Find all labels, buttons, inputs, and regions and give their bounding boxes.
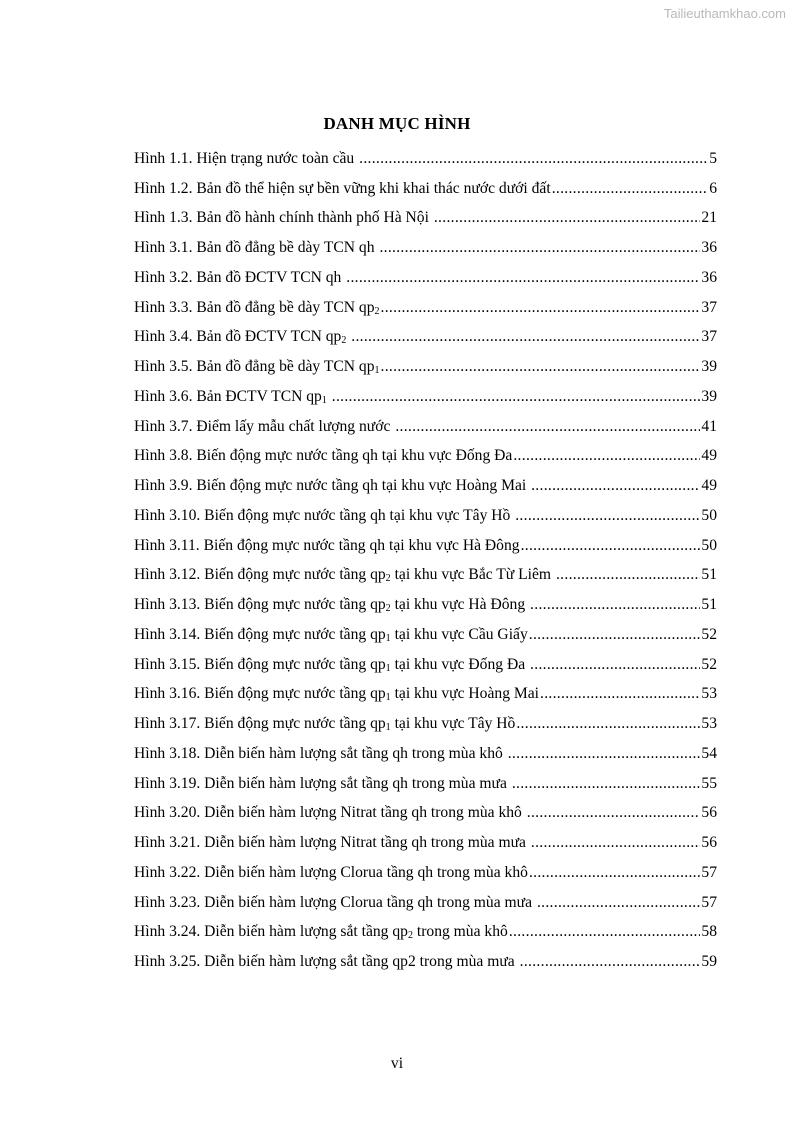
toc-entry [134, 918, 717, 948]
entry-text-suffix [375, 239, 379, 256]
entry-page-number: 6 [709, 179, 717, 197]
entry-page-number: 36 [701, 239, 717, 257]
figure-list [134, 144, 717, 977]
entry-page-number: 36 [701, 268, 717, 286]
entry-page-number: 50 [701, 506, 717, 524]
dot-leader [395, 418, 700, 436]
dot-leader [552, 180, 709, 198]
entry-label [134, 626, 528, 644]
toc-entry [134, 263, 717, 293]
entry-label [134, 894, 536, 912]
entry-text: Hình 3.15. Biến động mực nước tầng qp [134, 655, 386, 673]
dot-leader [529, 864, 700, 882]
dot-leader [512, 775, 701, 793]
entry-text-suffix [515, 953, 519, 970]
entry-label [134, 685, 539, 703]
entry-text-suffix: tại khu vực Hoàng Mai [390, 685, 540, 703]
entry-text-suffix: tại khu vực Bắc Từ Liêm [390, 566, 555, 584]
entry-text: Hình 3.7. Điểm lấy mẫu chất lượng nước [134, 417, 391, 435]
entry-label [134, 388, 331, 406]
entry-subscript: 2 [407, 930, 413, 942]
toc-entry [134, 352, 717, 382]
entry-text-suffix: tại khu vực Đống Đa [390, 655, 530, 673]
entry-subscript: 2 [385, 603, 391, 615]
entry-page-number: 50 [701, 536, 717, 554]
entry-text: Hình 3.10. Biến động mực nước tầng qh tại khu vực Tây Hồ [134, 506, 511, 524]
entry-label [134, 864, 528, 882]
entry-text: Hình 3.22. Diễn biến hàm lượng Clorua tầng qh trong mùa khô [134, 863, 528, 881]
watermark: Tailieuthamkhao.com [663, 6, 786, 21]
entry-text-suffix [526, 477, 530, 494]
entry-label [134, 804, 526, 822]
entry-page-number: 52 [701, 625, 717, 643]
toc-entry [134, 769, 717, 799]
entry-text: Hình 3.25. Diễn biến hàm lượng sắt tầng qp2 trong mùa mưa [134, 953, 515, 971]
entry-text: Hình 3.20. Diễn biến hàm lượng Nitrat tầng qh trong mùa khô [134, 804, 522, 822]
entry-subscript: 1 [374, 365, 380, 377]
toc-entry [134, 382, 717, 412]
entry-text-suffix: trong mùa khô [412, 923, 508, 941]
entry-text-suffix [507, 775, 511, 792]
toc-entry [134, 888, 717, 918]
dot-leader [520, 953, 701, 971]
entry-text: Hình 3.24. Diễn biến hàm lượng sắt tầng qp [134, 923, 408, 941]
entry-text: Hình 3.6. Bản ĐCTV TCN qp [134, 387, 322, 405]
entry-text-suffix [354, 150, 358, 167]
entry-page-number: 52 [701, 655, 717, 673]
entry-text: Hình 3.11. Biến động mực nước tầng qh tại khu vực Hà Đông [134, 536, 520, 554]
entry-page-number: 59 [701, 953, 717, 971]
entry-page-number: 41 [701, 417, 717, 435]
entry-text: Hình 3.3. Bản đồ đẳng bề dày TCN qp [134, 298, 375, 316]
dot-leader [530, 656, 700, 674]
dot-leader [381, 358, 701, 376]
entry-page-number: 57 [701, 863, 717, 881]
entry-subscript: 2 [374, 305, 380, 317]
dot-leader [556, 566, 700, 584]
entry-text: Hình 3.8. Biến động mực nước tầng qh tại khu vực Đống Đa [134, 447, 513, 465]
entry-text-suffix [390, 418, 394, 435]
entry-label [134, 745, 507, 763]
entry-page-number: 56 [701, 804, 717, 822]
entry-text: Hình 3.21. Diễn biến hàm lượng Nitrat tầng qh trong mùa mưa [134, 834, 526, 852]
dot-leader [508, 745, 701, 763]
toc-entry [134, 471, 717, 501]
toc-entry [134, 828, 717, 858]
dot-leader [513, 447, 700, 465]
entry-text-suffix [429, 209, 433, 226]
entry-label [134, 537, 520, 555]
entry-label [134, 596, 529, 614]
entry-label [134, 953, 519, 971]
dot-leader [537, 894, 700, 912]
entry-label [134, 269, 345, 287]
entry-label [134, 358, 380, 376]
entry-label [134, 150, 358, 168]
toc-entry [134, 323, 717, 353]
entry-text-suffix: tại khu vực Hà Đông [390, 596, 530, 614]
entry-page-number: 37 [701, 328, 717, 346]
dot-leader [521, 537, 701, 555]
entry-text-suffix [526, 834, 530, 851]
entry-text: Hình 3.17. Biến động mực nước tầng qp [134, 715, 386, 733]
entry-subscript: 1 [385, 692, 391, 704]
dot-leader [529, 626, 701, 644]
toc-entry [134, 501, 717, 531]
entry-subscript: 2 [385, 573, 391, 585]
toc-entry [134, 531, 717, 561]
entry-page-number: 37 [701, 298, 717, 316]
entry-label [134, 715, 515, 733]
entry-text: Hình 3.16. Biến động mực nước tầng qp [134, 685, 386, 703]
toc-entry [134, 233, 717, 263]
entry-label [134, 923, 508, 941]
entry-subscript: 1 [385, 722, 391, 734]
entry-text-suffix [503, 745, 507, 762]
entry-page-number: 49 [701, 447, 717, 465]
entry-page-number: 53 [701, 715, 717, 733]
toc-entry [134, 293, 717, 323]
entry-text: Hình 3.5. Bản đồ đẳng bề dày TCN qp [134, 358, 375, 376]
toc-entry [134, 620, 717, 650]
entry-page-number: 58 [701, 923, 717, 941]
dot-leader [530, 596, 700, 614]
dot-leader [346, 269, 700, 287]
toc-entry [134, 204, 717, 234]
dot-leader [516, 715, 700, 733]
entry-text-suffix [510, 507, 514, 524]
entry-subscript: 1 [385, 632, 391, 644]
entry-text-suffix [346, 328, 350, 345]
toc-entry [134, 561, 717, 591]
entry-page-number: 39 [701, 358, 717, 376]
entry-label [134, 656, 529, 674]
entry-text-suffix [532, 894, 536, 911]
entry-text: Hình 3.23. Diễn biến hàm lượng Clorua tầng qh trong mùa mưa [134, 893, 533, 911]
entry-text-suffix [327, 388, 331, 405]
entry-page-number: 39 [701, 387, 717, 405]
entry-label [134, 507, 514, 525]
entry-page-number: 51 [701, 566, 717, 584]
toc-entry [134, 650, 717, 680]
entry-text: Hình 3.13. Biến động mực nước tầng qp [134, 596, 386, 614]
entry-page-number: 56 [701, 834, 717, 852]
toc-entry [134, 144, 717, 174]
entry-label [134, 834, 530, 852]
toc-entry [134, 680, 717, 710]
page-title: DANH MỤC HÌNH [323, 114, 471, 133]
toc-entry [134, 739, 717, 769]
entry-text-suffix [341, 269, 345, 286]
entry-label [134, 180, 551, 198]
toc-entry [134, 799, 717, 829]
entry-text-suffix: tại khu vực Cầu Giấy [390, 625, 528, 643]
entry-text: Hình 3.9. Biến động mực nước tầng qh tại khu vực Hoàng Mai [134, 477, 527, 495]
entry-text: Hình 3.2. Bản đồ ĐCTV TCN qh [134, 268, 342, 286]
entry-page-number: 51 [701, 596, 717, 614]
entry-label [134, 447, 512, 465]
toc-entry [134, 590, 717, 620]
entry-text: Hình 3.18. Diễn biến hàm lượng sắt tầng qh trong mùa khô [134, 744, 503, 762]
entry-label [134, 328, 350, 346]
dot-leader [434, 209, 701, 227]
entry-text-suffix [522, 804, 526, 821]
entry-text: Hình 3.1. Bản đồ đẳng bề dày TCN qh [134, 239, 375, 257]
entry-page-number: 21 [701, 209, 717, 227]
dot-leader [359, 150, 708, 168]
dot-leader [381, 299, 701, 317]
entry-text: Hình 3.12. Biến động mực nước tầng qp [134, 566, 386, 584]
entry-page-number: 5 [709, 149, 717, 167]
dot-leader [379, 239, 700, 257]
entry-label [134, 209, 433, 227]
entry-text: Hình 3.19. Diễn biến hàm lượng sắt tầng qh trong mùa mưa [134, 774, 507, 792]
entry-text: Hình 1.1. Hiện trạng nước toàn cầu [134, 149, 355, 167]
entry-label [134, 775, 511, 793]
entry-text-suffix: tại khu vực Tây Hồ [390, 715, 516, 733]
toc-entry [134, 412, 717, 442]
entry-label [134, 566, 555, 584]
entry-page-number: 57 [701, 893, 717, 911]
entry-subscript: 2 [341, 335, 347, 347]
toc-entry [134, 442, 717, 472]
dot-leader [531, 477, 700, 495]
dot-leader [351, 328, 700, 346]
entry-text: Hình 1.2. Bản đồ thể hiện sự bền vững khi khai thác nước dưới đất [134, 179, 551, 197]
dot-leader [527, 804, 701, 822]
toc-entry [134, 858, 717, 888]
entry-subscript: 1 [321, 394, 327, 406]
entry-label [134, 239, 378, 257]
page-number: vi [390, 1055, 404, 1072]
entry-label [134, 477, 530, 495]
dot-leader [332, 388, 701, 406]
entry-label [134, 299, 380, 317]
entry-page-number: 53 [701, 685, 717, 703]
entry-page-number: 55 [701, 774, 717, 792]
dot-leader [531, 834, 701, 852]
entry-subscript: 1 [385, 662, 391, 674]
dot-leader [515, 507, 700, 525]
entry-page-number: 54 [701, 744, 717, 762]
toc-entry [134, 709, 717, 739]
toc-entry [134, 174, 717, 204]
dot-leader [540, 685, 700, 703]
entry-text: Hình 1.3. Bản đồ hành chính thành phố Hà Nội [134, 209, 429, 227]
dot-leader [509, 923, 701, 941]
entry-page-number: 49 [701, 477, 717, 495]
entry-text: Hình 3.14. Biến động mực nước tầng qp [134, 625, 386, 643]
toc-entry [134, 947, 717, 977]
entry-label [134, 418, 394, 436]
entry-text: Hình 3.4. Bản đồ ĐCTV TCN qp [134, 328, 342, 346]
